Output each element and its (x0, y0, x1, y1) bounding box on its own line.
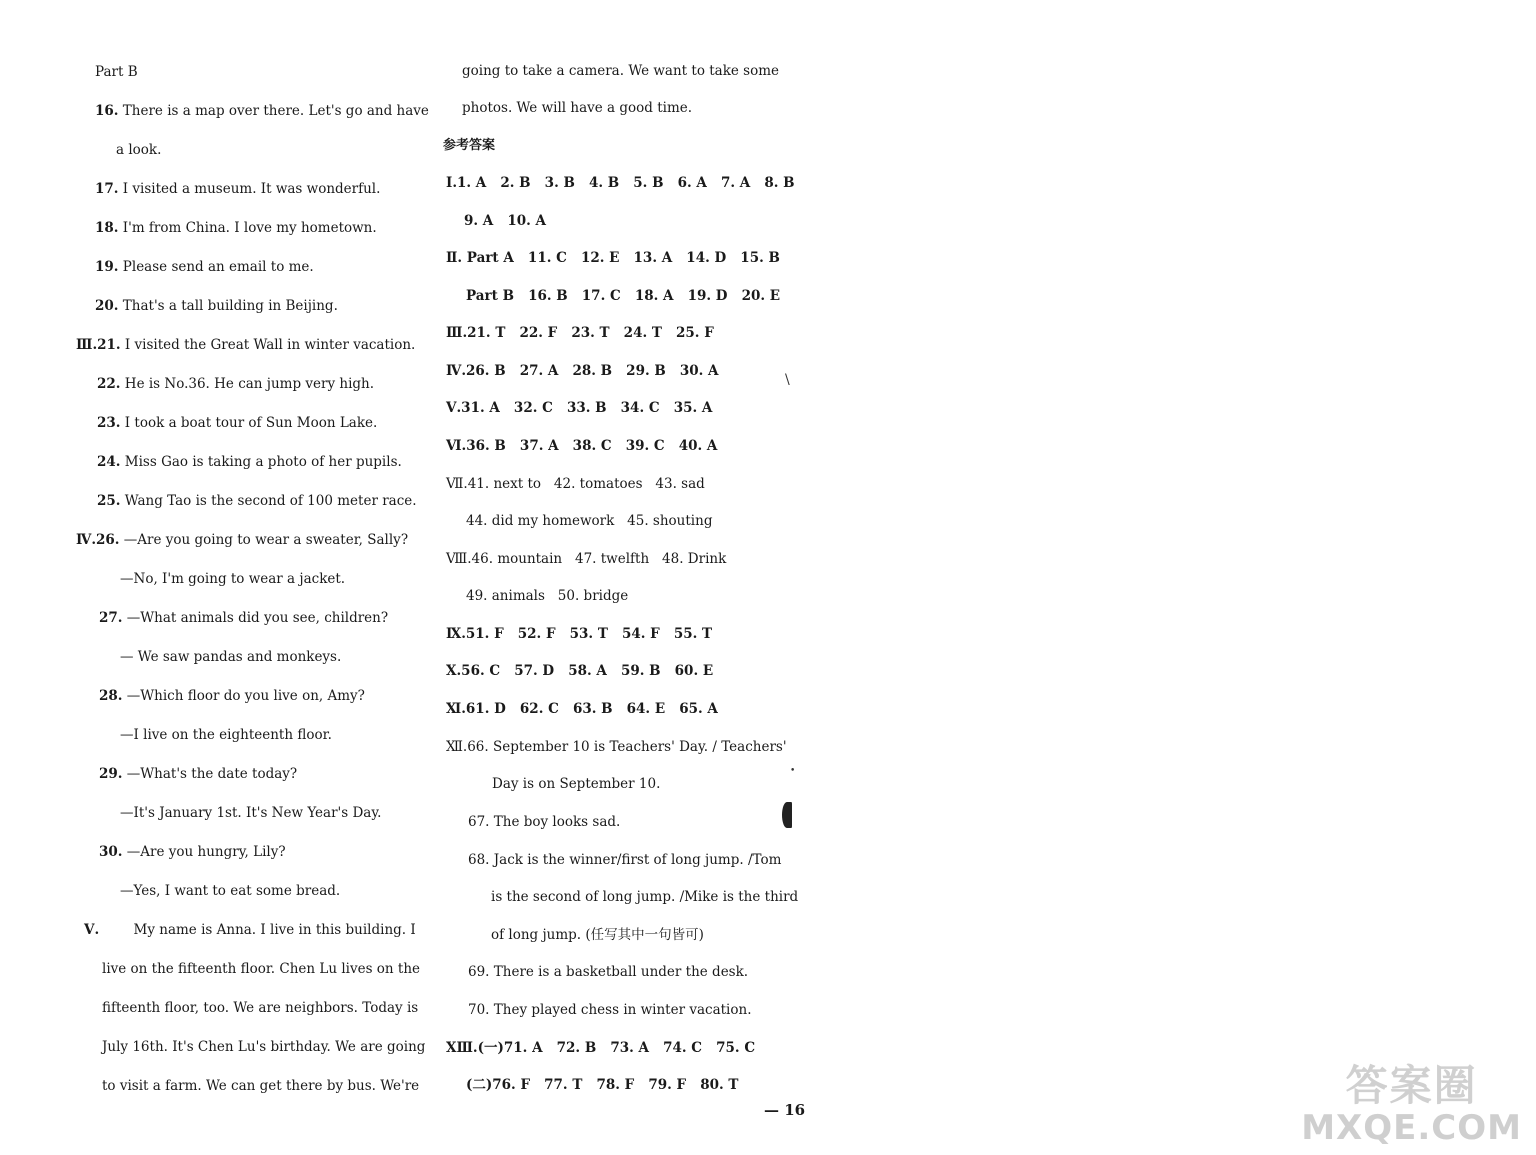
answer-line: Part B 16. B 17. C 18. A 19. D 20. E (466, 288, 781, 304)
scan-mark: \ (785, 372, 790, 388)
answer-line: ⅩⅢ.(一)71. A 72. B 73. A 74. C 75. C (446, 1040, 756, 1056)
text-line: 19. Please send an email to me. (95, 259, 314, 275)
answer-key-heading: 参考答案 (443, 138, 496, 153)
answer-line: Ⅹ.56. C 57. D 58. A 59. B 60. E (446, 663, 714, 679)
text-line: —It's January 1st. It's New Year's Day. (120, 805, 382, 821)
answer-line: Ⅺ.61. D 62. C 63. B 64. E 65. A (446, 701, 718, 717)
answer-line: 49. animals 50. bridge (466, 588, 629, 604)
answer-line: Ⅻ.66. September 10 is Teachers' Day. / Teachers' (446, 739, 787, 755)
text-line: Ⅳ.26. —Are you going to wear a sweater, Sally? (76, 532, 409, 548)
answer-line: 68. Jack is the winner/first of long jump. /Tom (468, 852, 782, 868)
text-line: 18. I'm from China. I love my hometown. (95, 220, 377, 236)
text-line: fifteenth floor, too. We are neighbors. Today is (102, 1000, 419, 1016)
answer-line: of long jump. (任写其中一句皆可) (491, 927, 704, 943)
text-line: — We saw pandas and monkeys. (120, 649, 342, 665)
text-line: 16. There is a map over there. Let's go and have (95, 103, 429, 119)
text-line: going to take a camera. We want to take some (462, 63, 780, 79)
answer-line: Day is on September 10. (492, 776, 661, 792)
answer-line: 67. The boy looks sad. (468, 814, 621, 830)
scan-mark (782, 802, 792, 828)
text-line: a look. (116, 142, 162, 158)
answer-line: Ⅶ.41. next to 42. tomatoes 43. sad (446, 476, 705, 492)
answer-line: (二)76. F 77. T 78. F 79. F 80. T (466, 1077, 739, 1093)
scan-mark: • (790, 766, 796, 776)
text-line: —No, I'm going to wear a jacket. (120, 571, 346, 587)
watermark-cn: 答案圈 (1345, 1061, 1478, 1110)
text-line: 22. He is No.36. He can jump very high. (97, 376, 375, 392)
answer-line: Ⅸ.51. F 52. F 53. T 54. F 55. T (446, 626, 713, 642)
answer-line: Ⅴ.31. A 32. C 33. B 34. C 35. A (446, 400, 713, 416)
answer-line: Ⅵ.36. B 37. A 38. C 39. C 40. A (446, 438, 718, 454)
answer-line: 9. A 10. A (464, 213, 547, 229)
text-line: —I live on the eighteenth floor. (120, 727, 332, 743)
answer-line: 69. There is a basketball under the desk. (468, 964, 749, 980)
text-line: 29. —What's the date today? (99, 766, 298, 782)
text-line: live on the fifteenth floor. Chen Lu lives on the (102, 961, 421, 977)
answer-line: Ⅲ.21. T 22. F 23. T 24. T 25. F (446, 325, 714, 341)
answer-line: Ⅰ.1. A 2. B 3. B 4. B 5. B 6. A 7. A 8. B (446, 175, 795, 191)
text-line: 25. Wang Tao is the second of 100 meter race. (97, 493, 417, 509)
text-line: 24. Miss Gao is taking a photo of her pupils. (97, 454, 402, 470)
page-number: — 16 (764, 1101, 806, 1119)
text-line: photos. We will have a good time. (462, 100, 693, 116)
watermark-en: MXQE.COM (1301, 1108, 1522, 1148)
text-line: to visit a farm. We can get there by bus. We're (102, 1078, 420, 1094)
answer-line: 44. did my homework 45. shouting (466, 513, 713, 529)
text-line: 28. —Which floor do you live on, Amy? (99, 688, 365, 704)
text-line: 17. I visited a museum. It was wonderful. (95, 181, 381, 197)
text-line: 23. I took a boat tour of Sun Moon Lake. (97, 415, 378, 431)
text-line: Ⅴ. My name is Anna. I live in this building. I (84, 922, 416, 938)
answer-line: is the second of long jump. /Mike is the third (491, 889, 799, 905)
text-line: 27. —What animals did you see, children? (99, 610, 389, 626)
text-line: July 16th. It's Chen Lu's birthday. We are going (102, 1039, 426, 1055)
answer-line: 70. They played chess in winter vacation. (468, 1002, 752, 1018)
text-line: Part B (95, 64, 138, 80)
text-line: —Yes, I want to eat some bread. (120, 883, 341, 899)
text-line: Ⅲ.21. I visited the Great Wall in winter vacation. (76, 337, 416, 353)
answer-line: Ⅷ.46. mountain 47. twelfth 48. Drink (446, 551, 727, 567)
answer-line: Ⅳ.26. B 27. A 28. B 29. B 30. A (446, 363, 719, 379)
answer-line: Ⅱ. Part A 11. C 12. E 13. A 14. D 15. B (446, 250, 780, 266)
watermark (1301, 1063, 1522, 1147)
text-line: 20. That's a tall building in Beijing. (95, 298, 338, 314)
text-line: 30. —Are you hungry, Lily? (99, 844, 286, 860)
